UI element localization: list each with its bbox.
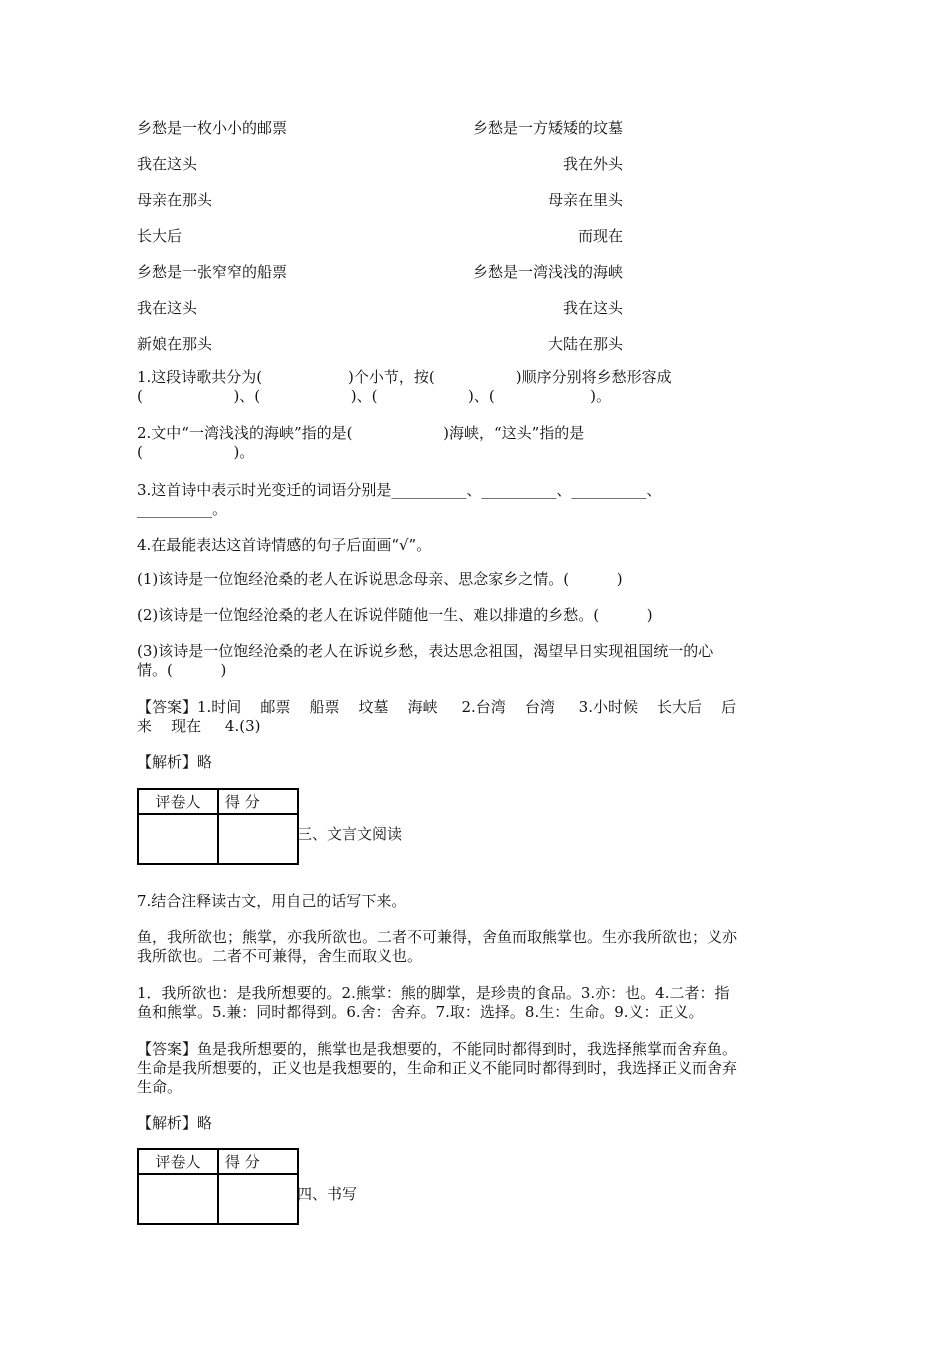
question-4-option-3-line-2: 情。( ): [137, 661, 227, 679]
poem-right-line: 而现在: [577, 227, 623, 245]
poem-right-line: 乡愁是一湾浅浅的海峡: [472, 263, 623, 281]
answer-2-line-3: 生命。: [137, 1078, 183, 1096]
poem-left-line: 长大后: [137, 227, 183, 245]
poem-right-line: 我在这头: [562, 299, 623, 317]
reviewer-cell: 评卷人: [138, 789, 218, 814]
score-label: 得 分: [225, 1153, 260, 1171]
question-2-line-2: ( )。: [137, 443, 255, 461]
question-3-line-2: __________。: [137, 500, 228, 518]
poem-right-line: 我在外头: [562, 155, 623, 173]
question-4-option-3-line-1: (3)该诗是一位饱经沧桑的老人在诉说乡愁，表达思念祖国，渴望早日实现祖国统一的心: [137, 642, 714, 660]
score-label-cell: [218, 1149, 298, 1174]
answer-1-line-2: 来 现在 4.(3): [137, 717, 261, 735]
score-table: [137, 788, 299, 865]
classical-text-line-1: 鱼，我所欲也；熊掌，亦我所欲也。二者不可兼得，舍鱼而取熊掌也。生亦我所欲也；义亦: [137, 928, 738, 946]
poem-left-line: 乡愁是一张窄窄的船票: [137, 263, 288, 281]
classical-text-line-2: 我所欲也。二者不可兼得，舍生而取义也。: [137, 947, 423, 965]
score-input-cell[interactable]: [218, 814, 298, 864]
score-input-cell[interactable]: [218, 1174, 298, 1224]
question-7: 7.结合注释读古文，用自己的话写下来。: [137, 892, 407, 910]
poem-right-line: 乡愁是一方矮矮的坟墓: [472, 119, 623, 137]
question-2-line-1: 2.文中“一湾浅浅的海峡”指的是( )海峡，“这头”指的是: [137, 424, 585, 442]
question-1-line-1: 1.这段诗歌共分为( )个小节，按( )顺序分别将乡愁形容成: [137, 368, 672, 386]
poem-left-line: 我在这头: [137, 155, 198, 173]
poem-left-line: 乡愁是一枚小小的邮票: [137, 119, 288, 137]
score-label: 得 分: [225, 793, 260, 811]
poem-left-line: 我在这头: [137, 299, 198, 317]
poem-right-line: 母亲在里头: [547, 191, 623, 209]
analysis-1: 【解析】略: [137, 753, 213, 771]
poem-right-line: 大陆在那头: [547, 335, 623, 353]
question-4-option-2: (2)该诗是一位饱经沧桑的老人在诉说伴随他一生、难以排遣的乡愁。( ): [137, 606, 653, 624]
score-label-cell: [218, 789, 298, 814]
poem-left-line: 新娘在那头: [137, 335, 213, 353]
score-table: [137, 1148, 299, 1225]
reviewer-cell: 评卷人: [138, 1149, 218, 1174]
reviewer-input-cell[interactable]: [138, 814, 218, 864]
question-1-line-2: ( )、( )、( )、( )。: [137, 387, 611, 405]
section-4-title: 四、书写: [297, 1185, 358, 1203]
question-4: 4.在最能表达这首诗情感的句子后面画“√”。: [137, 536, 432, 554]
poem-left-line: 母亲在那头: [137, 191, 213, 209]
analysis-2: 【解析】略: [137, 1114, 213, 1132]
answer-2-line-1: 【答案】鱼是我所想要的，熊掌也是我想要的，不能同时都得到时，我选择熊掌而舍弃鱼。: [137, 1040, 738, 1058]
answer-1-line-1: 【答案】1.时间 邮票 船票 坟墓 海峡 2.台湾 台湾 3.小时候 长大后 后: [137, 698, 737, 716]
question-3-line-1: 3.这首诗中表示时光变迁的词语分别是__________、__________、__________、: [137, 481, 662, 499]
question-4-option-1: (1)该诗是一位饱经沧桑的老人在诉说思念母亲、思念家乡之情。( ): [137, 570, 623, 588]
answer-2-line-2: 生命是我所想要的，正义也是我想要的，生命和正义不能同时都得到时，我选择正义而舍弃: [137, 1059, 738, 1077]
notes-line-1: 1．我所欲也：是我所想要的。2.熊掌：熊的脚掌，是珍贵的食品。3.亦：也。4.二者：指: [137, 984, 730, 1002]
reviewer-input-cell[interactable]: [138, 1174, 218, 1224]
notes-line-2: 鱼和熊掌。5.兼：同时都得到。6.舍：舍弃。7.取：选择。8.生：生命。9.义：正义。: [137, 1003, 704, 1021]
section-3-title: 三、文言文阅读: [297, 825, 403, 843]
